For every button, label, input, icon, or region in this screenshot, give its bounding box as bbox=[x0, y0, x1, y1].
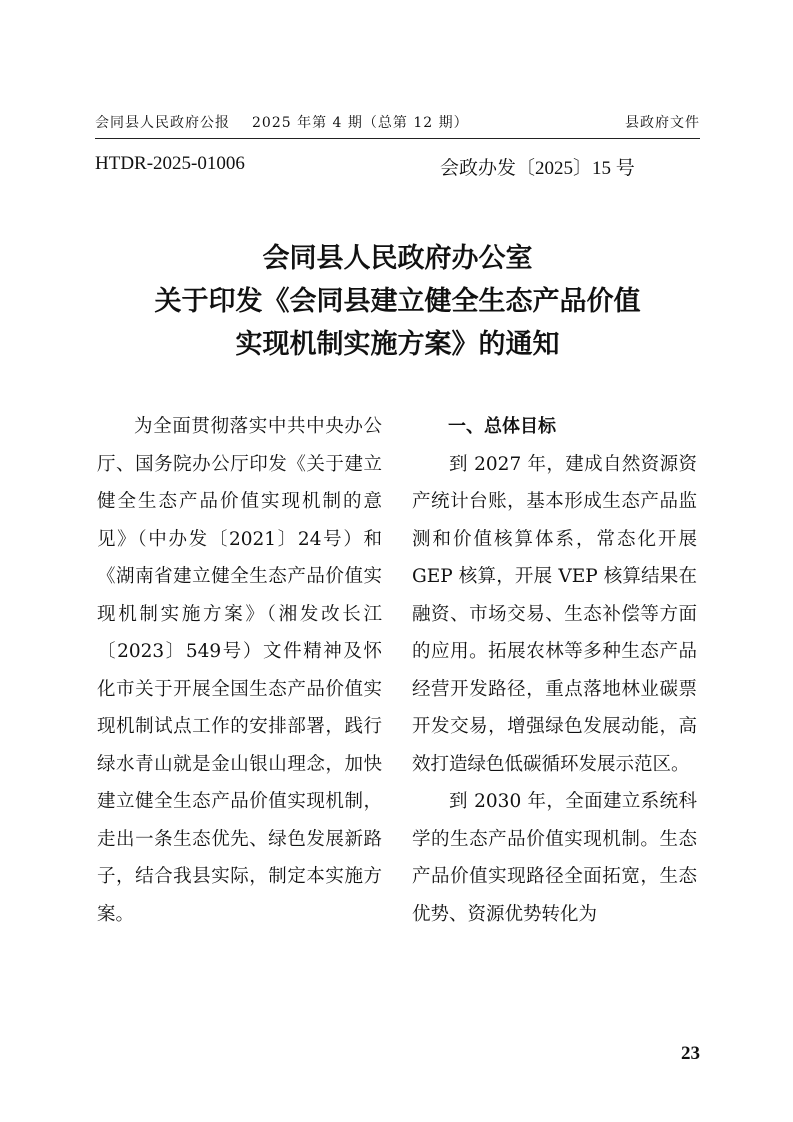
goal-2027-paragraph: 到 2027 年，建成自然资源资产统计台账，基本形成生态产品监测和价值核算体系，常态化开展 GEP 核算，开展 VEP 核算结果在融资、市场交易、生态补偿等方面的应用。拓展农林等多种生态产品经营开发路径，重点落地林业碳票开发交易，增强绿色发展动能，高效打造绿色低碳循环发展示范区。 bbox=[412, 453, 697, 775]
running-header bbox=[95, 108, 700, 134]
left-column bbox=[97, 408, 382, 933]
page-number: 23 bbox=[681, 1043, 700, 1064]
document-title bbox=[95, 237, 700, 366]
document-number: 会政办发〔2025〕15 号 bbox=[440, 158, 635, 179]
intro-paragraph: 为全面贯彻落实中共中央办公厅、国务院办公厅印发《关于建立健全生态产品价值实现机制的意见》（中办发〔2021〕24号）和《湖南省建立健全生态产品价值实现机制实施方案》（湘发改长江〔2023〕549号）文件精神及怀化市关于开展全国生态产品价值实现机制试点工作的安排部署，践行绿水青山就是金山银山理念，加快建立健全生态产品价值实现机制，走出一条生态优先、绿色发展新路子，结合我县实际，制定本实施方案。 bbox=[97, 416, 382, 925]
publication-name: 会同县人民政府公报 bbox=[95, 115, 230, 131]
title-line-1: 会同县人民政府办公室 bbox=[262, 243, 533, 274]
right-column bbox=[412, 408, 697, 933]
header-rule bbox=[95, 138, 700, 139]
section-heading: 一、总体目标 bbox=[448, 416, 556, 437]
title-line-2: 关于印发《会同县建立健全生态产品价值 bbox=[154, 286, 641, 317]
document-id-code: HTDR-2025-01006 bbox=[95, 153, 245, 174]
issue-info: 2025 年第 4 期（总第 12 期） bbox=[252, 115, 469, 131]
section-label: 县政府文件 bbox=[625, 115, 700, 131]
goal-2030-paragraph: 到 2030 年，全面建立系统科学的生态产品价值实现机制。生态产品价值实现路径全面拓宽，生态优势、资源优势转化为 bbox=[412, 791, 697, 925]
title-line-3: 实现机制实施方案》的通知 bbox=[235, 329, 560, 360]
header-left bbox=[95, 112, 491, 132]
